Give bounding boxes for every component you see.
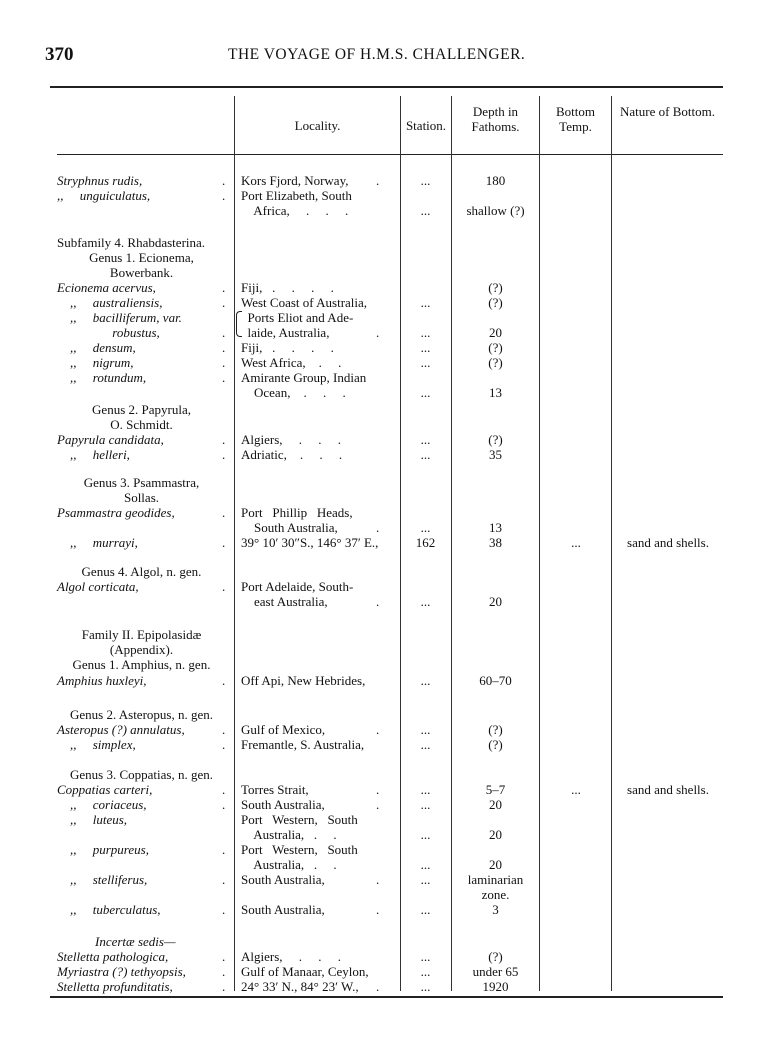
table-row [50,797,723,812]
table-row [50,564,723,579]
table-row [50,627,723,642]
locality-cell: Australia, . . [241,857,337,872]
nature-of-bottom-cell: sand and shells. [627,535,709,550]
table-row [50,520,723,535]
table-row [50,505,723,520]
station-cell: ... [420,964,431,979]
station-cell: ... [420,797,431,812]
depth-cell: 13 [489,520,502,535]
leader-dot: . [376,520,380,535]
locality-cell: Port Adelaide, South- [241,579,354,594]
locality-cell: West Coast of Australia, [241,295,368,310]
table-row [50,782,723,797]
species-cell: Papyrula candidata, [57,432,164,447]
locality-cell: South Australia, [241,797,325,812]
depth-cell: (?) [488,280,503,295]
species-cell: ,, unguiculatus, [57,188,151,203]
depth-cell: shallow (?) [466,203,525,218]
locality-cell: South Australia, [241,902,325,917]
species-cell: ,, bacilliferum, var. [57,310,182,325]
table-row [50,673,723,688]
table-row [50,934,723,949]
table-row [50,432,723,447]
locality-cell: Off Api, New Hebrides, [241,673,366,688]
table-row [50,979,723,994]
table-row [50,949,723,964]
leader-dot: . [222,979,226,994]
locality-cell: Algiers, . . . [241,949,342,964]
depth-cell: (?) [488,355,503,370]
bottom-temp-cell: ... [571,782,581,797]
table-row [50,402,723,417]
depth-cell: 13 [489,385,502,400]
leader-dot: . [222,280,226,295]
leader-dot: . [376,782,380,797]
table-row [50,370,723,385]
species-cell: ,, stelliferus, [57,872,148,887]
depth-cell: 180 [485,173,506,188]
station-cell: ... [420,673,431,688]
species-cell: ,, tuberculatus, [57,902,161,917]
species-cell: ,, purpureus, [57,842,149,857]
subheading-cell: Genus 1. Amphius, n. gen. [72,657,211,672]
station-cell: ... [420,872,431,887]
table-row [50,872,723,887]
table-row [50,265,723,280]
species-cell: Stelletta profunditatis, [57,979,173,994]
subheading-cell: Bowerbank. [109,265,174,280]
species-cell: ,, coriaceus, [57,797,147,812]
depth-cell: (?) [488,340,503,355]
depth-cell: zone. [481,887,510,902]
leader-dot: . [222,722,226,737]
station-cell: ... [420,432,431,447]
table-row [50,827,723,842]
locality-cell: Australia, . . [241,827,337,842]
table-row [50,490,723,505]
depth-cell: 20 [489,827,502,842]
depth-cell: (?) [488,295,503,310]
table-bottom-rule [50,996,723,998]
depth-cell: 35 [489,447,502,462]
species-cell: Amphius huxleyi, [57,673,147,688]
locality-cell: Torres Strait, [241,782,309,797]
table-row [50,417,723,432]
locality-cell: South Australia, [241,520,338,535]
species-cell: ,, rotundum, [57,370,147,385]
locality-cell: Port Elizabeth, South [241,188,352,203]
table-row [50,475,723,490]
table-row [50,535,723,550]
table-row [50,642,723,657]
bottom-temp-cell: ... [571,535,581,550]
species-cell: ,, australiensis, [57,295,163,310]
species-cell: robustus, [57,325,160,340]
subheading-cell: Genus 2. Papyrula, [92,402,191,417]
leader-dot: . [222,579,226,594]
leader-dot: . [376,902,380,917]
table-row [50,737,723,752]
locality-cell: Gulf of Manaar, Ceylon, [241,964,369,979]
depth-cell: 38 [489,535,502,550]
locality-cell: South Australia, [241,872,325,887]
leader-dot: . [222,355,226,370]
leader-dot: . [222,295,226,310]
station-cell: ... [420,722,431,737]
leader-dot: . [376,325,380,340]
locality-cell: 39° 10′ 30″S., 146° 37′ E., [241,535,379,550]
leader-dot: . [222,673,226,688]
table-row [50,842,723,857]
station-cell: ... [420,340,431,355]
species-cell: ,, luteus, [57,812,128,827]
subheading-cell: O. Schmidt. [110,417,173,432]
leader-dot: . [222,782,226,797]
table-row [50,250,723,265]
page-title: THE VOYAGE OF H.M.S. CHALLENGER. [228,46,526,63]
species-cell: Ecionema acervus, [57,280,156,295]
species-cell: ,, helleri, [57,447,130,462]
table-row [50,188,723,203]
locality-cell: Amirante Group, Indian [241,370,367,385]
table-row [50,385,723,400]
species-cell: Stryphnus rudis, [57,173,143,188]
leader-dot: . [222,370,226,385]
table-top-rule [50,86,723,88]
table-row [50,340,723,355]
species-cell: ,, simplex, [57,737,136,752]
table-row [50,579,723,594]
table-row [50,325,723,340]
station-cell: ... [420,203,431,218]
station-cell: ... [420,827,431,842]
locality-cell: Algiers, . . . [241,432,342,447]
depth-cell: laminarian [467,872,524,887]
table-row [50,857,723,872]
locality-cell: Fiji, . . . . [241,280,334,295]
leader-dot: . [222,872,226,887]
leader-dot: . [222,325,226,340]
locality-cell: Port Western, South [241,842,358,857]
station-cell: 162 [415,535,436,550]
depth-cell: (?) [488,432,503,447]
table-row [50,657,723,672]
column-header-depth: Depth in Fathoms. [471,104,520,134]
leader-dot: . [376,979,380,994]
depth-cell: 60–70 [479,673,512,688]
species-cell: ,, densum, [57,340,136,355]
table-row [50,447,723,462]
table-row [50,235,723,250]
subheading-cell: Sollas. [123,490,160,505]
subheading-cell: Family II. Epipolasidæ [81,627,202,642]
locality-cell: Kors Fjord, Norway, [241,173,349,188]
species-cell: Asteropus (?) annulatus, [57,722,185,737]
running-header [45,44,716,68]
species-cell: ,, murrayi, [57,535,138,550]
station-cell: ... [420,857,431,872]
table-row [50,722,723,737]
locality-cell: Fremantle, S. Australia, [241,737,365,752]
station-cell: ... [420,385,431,400]
leader-dot: . [376,797,380,812]
column-header-locality: Locality. [294,118,341,133]
leader-dot: . [222,505,226,520]
table-row [50,767,723,782]
page-number: 370 [45,44,74,65]
depth-cell: 1920 [482,979,509,994]
table-row [50,707,723,722]
leader-dot: . [376,173,380,188]
species-cell: Algol corticata, [57,579,139,594]
leader-dot: . [222,340,226,355]
leader-dot: . [222,797,226,812]
table-row [50,203,723,218]
depth-cell: 20 [489,857,502,872]
leader-dot: . [376,872,380,887]
column-header-bottom-temp: Bottom Temp. [555,104,595,134]
subheading-cell: Genus 4. Algol, n. gen. [81,564,202,579]
depth-cell: 5–7 [485,782,506,797]
locality-cell: laide, Australia, [241,325,330,340]
table-row [50,887,723,902]
station-cell: ... [420,520,431,535]
species-cell: Incertæ sedis— [95,934,176,949]
species-cell: ,, nigrum, [57,355,134,370]
subheading-cell: Genus 2. Asteropus, n. gen. [70,707,213,722]
leader-dot: . [222,949,226,964]
station-cell: ... [420,737,431,752]
station-cell: ... [420,295,431,310]
leader-dot: . [222,964,226,979]
locality-cell: Adriatic, . . . [241,447,343,462]
locality-cell: Fiji, . . . . [241,340,334,355]
station-cell: ... [420,325,431,340]
table-row [50,964,723,979]
subheading-cell: Genus 3. Coppatias, n. gen. [70,767,213,782]
station-cell: ... [420,979,431,994]
leader-dot: . [222,173,226,188]
station-cell: ... [420,173,431,188]
locality-cell: Port Phillip Heads, [241,505,353,520]
subheading-cell: (Appendix). [109,642,174,657]
subheading-cell: Genus 1. Ecionema, [89,250,194,265]
table-row [50,902,723,917]
table-row [50,812,723,827]
species-cell: Coppatias carteri, [57,782,153,797]
subheading-cell: Genus 3. Psammastra, [83,475,200,490]
table-row [50,355,723,370]
depth-cell: 20 [489,594,502,609]
table-row [50,310,723,325]
species-locality-table [50,86,723,999]
depth-cell: (?) [488,949,503,964]
table-row [50,295,723,310]
leader-dot: . [376,722,380,737]
station-cell: ... [420,902,431,917]
locality-cell: east Australia, [241,594,328,609]
station-cell: ... [420,355,431,370]
station-cell: ... [420,782,431,797]
leader-dot: . [222,535,226,550]
column-header-nature-of-bottom: Nature of Bottom. [620,104,715,119]
leader-dot: . [376,594,380,609]
leader-dot: . [222,902,226,917]
table-row [50,280,723,295]
depth-cell: (?) [488,737,503,752]
locality-cell: Gulf of Mexico, [241,722,326,737]
depth-cell: 20 [489,325,502,340]
species-cell: Myriastra (?) tethyopsis, [57,964,186,979]
locality-cell: Ocean, . . . [241,385,346,400]
leader-dot: . [222,842,226,857]
depth-cell: under 65 [472,964,519,979]
depth-cell: 3 [492,902,499,917]
species-cell: Subfamily 4. Rhabdasterina. [57,235,206,250]
leader-dot: . [222,737,226,752]
station-cell: ... [420,594,431,609]
leader-dot: . [222,188,226,203]
table-head-rule [57,154,723,155]
locality-cell: Ports Eliot and Ade- [241,310,354,325]
nature-of-bottom-cell: sand and shells. [627,782,709,797]
station-cell: ... [420,949,431,964]
species-cell: Stelletta pathologica, [57,949,169,964]
table-row [50,173,723,188]
locality-cell: 24° 33′ N., 84° 23′ W., [241,979,359,994]
locality-cell: Africa, . . . [241,203,349,218]
depth-cell: (?) [488,722,503,737]
species-cell: Psammastra geodides, [57,505,175,520]
depth-cell: 20 [489,797,502,812]
locality-cell: West Africa, . . [241,355,342,370]
table-row [50,594,723,609]
column-header-station: Station. [405,118,447,133]
locality-cell: Port Western, South [241,812,358,827]
leader-dot: . [222,432,226,447]
station-cell: ... [420,447,431,462]
leader-dot: . [222,447,226,462]
